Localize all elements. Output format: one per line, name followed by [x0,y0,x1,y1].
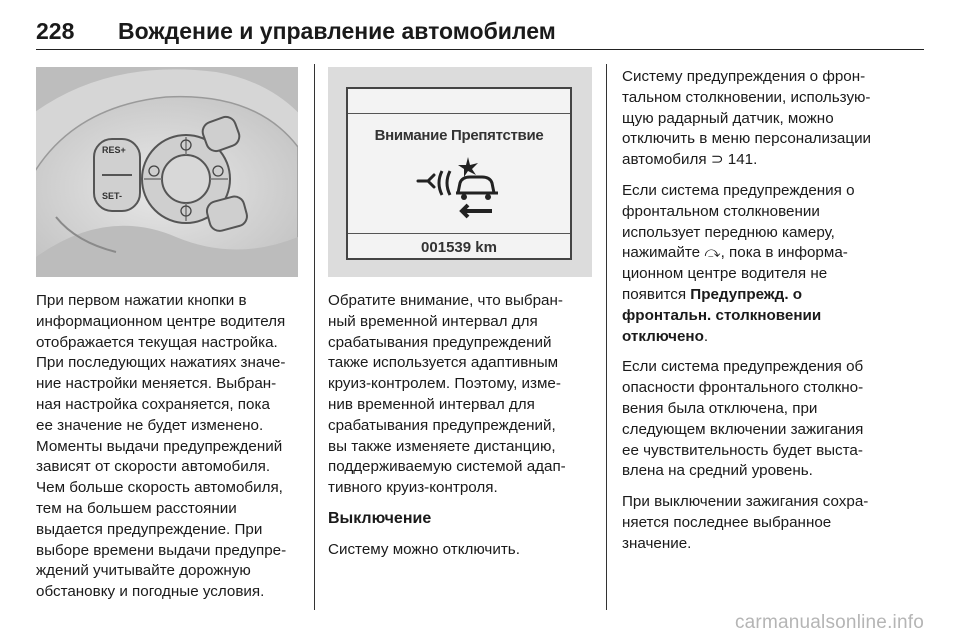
page-reference-icon: ⊃ [710,151,724,169]
steering-wheel-figure [36,67,298,277]
paragraph-acc-note: Обратите внимание, что выбран- ный временной интервал для срабатывания предупреждений также используется адаптивным круиз-контролем. Поэтому, изме- нив временной интервал для срабатывания предупреждений, вы также изменяете дистанцию, поддерживаемую системой адап- тивного круиз-контроля. [328,292,566,497]
paragraph-button-settings: При первом нажатии кнопки в информационном центре водителя отображается текущая настройка. При последующих нажатиях значе- ние настройки меняется. Выбран- ная настройка сохраняется, пока ее значение не будет изменено. Моменты выдачи предупреждений зависят от скорости автомобиля. Чем больше скорость автомобиля, тем на большем расстоянии выдается предупреждение. При выборе времени выдачи предупре- ждений учитывайте дорожную обстановку и погодные условия. [36,292,287,601]
column-divider-1 [314,64,315,610]
paragraph-disable: Систему можно отключить. [328,540,520,558]
steering-wheel-illustration [36,67,298,277]
set-label: SET- [102,191,123,201]
page-number: 228 [36,18,75,44]
column-1-text [36,291,306,613]
odometer-reading: 001539 km [421,239,497,256]
paragraph-ignition-save: При выключении зажигания сохра- няется последнее выбранное значение. [622,493,869,552]
collision-alert-button-icon: ⤼ [704,244,721,262]
watermark: carmanualsonline.info [734,612,924,633]
paragraph-radar-disable: Систему предупреждения о фрон- тальном столкновении, использую- щую радарный датчик, можно отключить в меню персонализации автомобиля ⊃ 141. [622,68,872,169]
section-heading-disable: Выключение [328,509,432,527]
column-3-text [622,67,922,565]
driver-info-display [346,87,572,260]
header-rule [36,49,924,50]
collision-warning-icon [412,153,510,221]
column-2-text [328,291,600,571]
page-header [36,12,924,52]
chapter-title: Вождение и управление автомобилем [118,18,556,44]
paragraph-camera-disable: Если система предупреждения о фронтальном столкновении использует переднюю камеру, нажимайте ⤼, пока в информа- ционном центре водителя не появится Предупрежд. о фронтальн. столкновении отключено. [622,181,855,345]
column-divider-2 [606,64,607,610]
res-label: RES+ [102,145,126,155]
page-reference-link[interactable]: 141. [727,151,758,169]
paragraph-sensitivity-reset: Если система предупреждения об опасности фронтального столкно- вения была отключена, при следующем включении зажигания ее чувствительность будет выста- влена на средний уровень. [622,358,864,480]
warning-message: Внимание Препятствие [374,127,544,144]
display-figure [328,67,592,277]
